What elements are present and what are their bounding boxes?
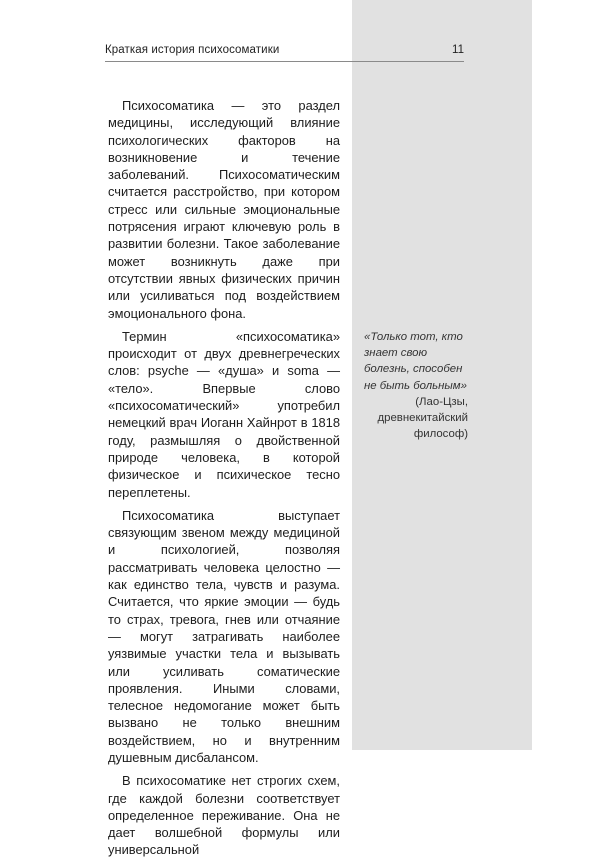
body-paragraph-4: В психосоматике нет строгих схем, где каждой болезни соответствует определенное переживание. Она не дает волшебной формулы или универсальной [108, 773, 340, 858]
body-paragraph-3: Психосоматика выступает связующим звеном между медициной и психологией, позволяя рассматривать человека целостно — как единство тела, чувств и разума. Считается, что яркие эмоции — будь то страх, тревога, гнев или отчаяние — могут затрагивать наиболее уязвимые участки тела и вызывать или усиливать соматические проявления. Иными словами, телесное недомогание может быть вызвано не только внешним воздействием, но и внутренним душевным дисбалансом. [108, 507, 340, 765]
body-paragraph-2: Термин «психосоматика» происходит от двух древнегреческих слов: psyche — «душа» и soma — «тело». Впервые слово «психосоматический» употребил немецкий врач Иоганн Хайнрот в 1818 году, размышляя о двойственной природе человека, в которой физическое и психическое тесно переплетены. [108, 328, 340, 500]
running-header-title: Краткая история психосоматики [105, 44, 280, 56]
quote-text: «Только тот, кто знает свою болезнь, способен не быть больным» [364, 331, 467, 392]
body-paragraph-1: Психосоматика — это раздел медицины, исследующий влияние психологических факторов на возникновение и течение заболеваний. Психосоматическим считается расстройство, при котором стресс или сильные эмоциональные потрясения играют ключевую роль в развитии болезни. Такое заболевание может возникнуть даже при отсутствии явных физических причин или усиливаться под воздействием эмоционального фона. [108, 98, 340, 321]
header-divider [105, 61, 464, 62]
quote-attribution: (Лао-Цзы, древнекитайский философ) [377, 395, 468, 441]
page-number: 11 [452, 44, 464, 56]
sidebar-quote [364, 329, 468, 442]
running-header [105, 44, 464, 60]
main-text-column [108, 97, 340, 859]
